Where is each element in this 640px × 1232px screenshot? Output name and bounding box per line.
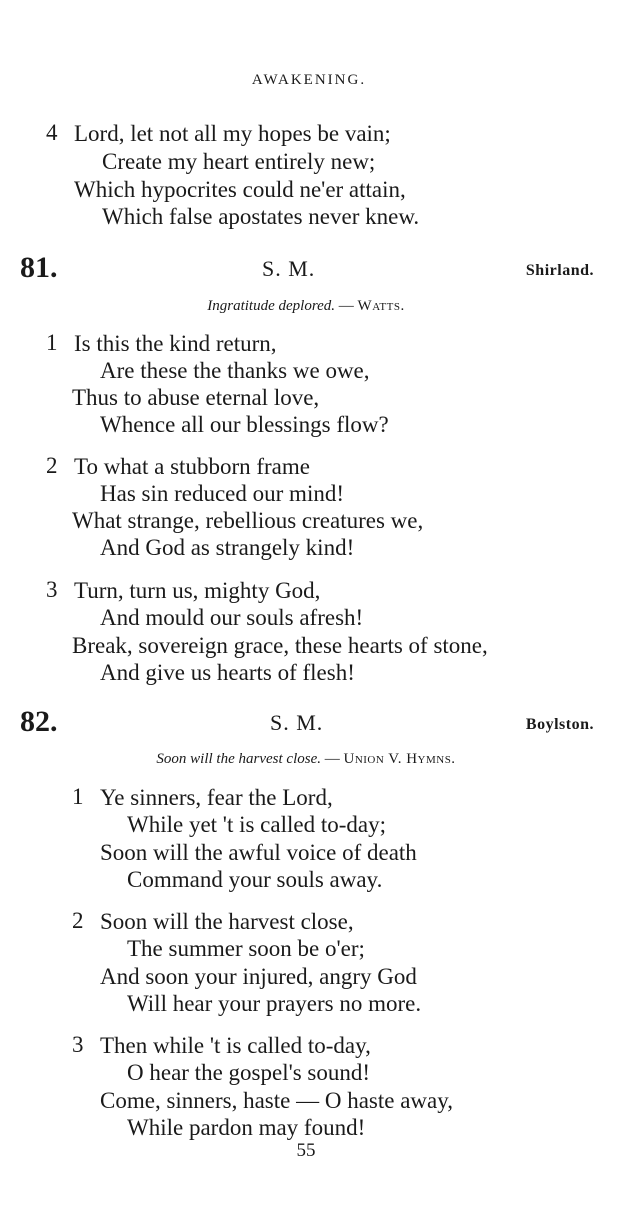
verse-line: To what a stubborn frame xyxy=(74,454,310,479)
tune-name: Shirland. xyxy=(525,262,594,279)
verse-line: And give us hearts of flesh! xyxy=(100,660,355,685)
verse-line: Ye sinners, fear the Lord, xyxy=(100,785,333,810)
hymn-meter: S. M. xyxy=(262,256,316,281)
verse-line: Whence all our blessings flow? xyxy=(100,412,389,437)
stanza-number: 1 xyxy=(72,784,84,809)
running-header: AWAKENING. xyxy=(251,72,367,88)
hymn-number: 82. xyxy=(20,705,58,738)
verse-line: What strange, rebellious creatures we, xyxy=(72,508,424,533)
hymn-number: 81. xyxy=(20,251,58,284)
subtitle-dash: — xyxy=(335,298,358,314)
verse-line: Soon will the harvest close, xyxy=(100,909,354,934)
subtitle-dash: — xyxy=(320,751,344,767)
page-number: 55 xyxy=(296,1140,316,1161)
stanza-number: 3 xyxy=(46,577,58,602)
verse-line: While pardon may found! xyxy=(127,1115,366,1140)
subtitle-author: Union V. Hymns. xyxy=(343,751,456,767)
verse-line: Create my heart entirely new; xyxy=(102,149,376,174)
verse-line: And God as strangely kind! xyxy=(100,535,355,560)
verse-line: Is this the kind return, xyxy=(74,331,277,356)
verse-line: Are these the thanks we owe, xyxy=(100,358,370,383)
stanza-number: 2 xyxy=(46,453,58,478)
verse-line: O hear the gospel's sound! xyxy=(127,1060,371,1085)
verse-line: And soon your injured, angry God xyxy=(100,964,417,989)
stanza-number: 2 xyxy=(72,908,84,933)
verse-line: Come, sinners, haste — O haste away, xyxy=(100,1088,454,1113)
hymn-subtitle xyxy=(0,298,612,315)
verse-line: Soon will the awful voice of death xyxy=(100,840,417,865)
hymn-meter: S. M. xyxy=(270,710,324,735)
stanza-number: 3 xyxy=(72,1032,84,1057)
hymn-subtitle xyxy=(0,751,612,768)
verse-line: Which hypocrites could ne'er attain, xyxy=(74,177,406,202)
verse-line: Break, sovereign grace, these hearts of stone, xyxy=(72,633,488,658)
verse-line: While yet 't is called to-day; xyxy=(127,812,386,837)
verse-line: Command your souls away. xyxy=(127,867,383,892)
verse-line: Thus to abuse eternal love, xyxy=(72,385,320,410)
stanza-number: 4 xyxy=(46,120,58,145)
verse-line: And mould our souls afresh! xyxy=(100,605,364,630)
subtitle-author: Watts. xyxy=(357,298,405,314)
verse-line: Lord, let not all my hopes be vain; xyxy=(74,121,391,146)
verse-line: The summer soon be o'er; xyxy=(127,936,365,961)
subtitle-title: Soon will the harvest close. xyxy=(156,751,321,767)
verse-line: Has sin reduced our mind! xyxy=(100,481,344,506)
subtitle-title: Ingratitude deplored. xyxy=(207,298,336,314)
verse-line: Then while 't is called to-day, xyxy=(100,1033,371,1058)
stanza-number: 1 xyxy=(46,330,58,355)
verse-line: Which false apostates never knew. xyxy=(102,204,420,229)
tune-name: Boylston. xyxy=(525,716,594,733)
verse-line: Will hear your prayers no more. xyxy=(127,991,422,1016)
verse-line: Turn, turn us, mighty God, xyxy=(74,578,321,603)
